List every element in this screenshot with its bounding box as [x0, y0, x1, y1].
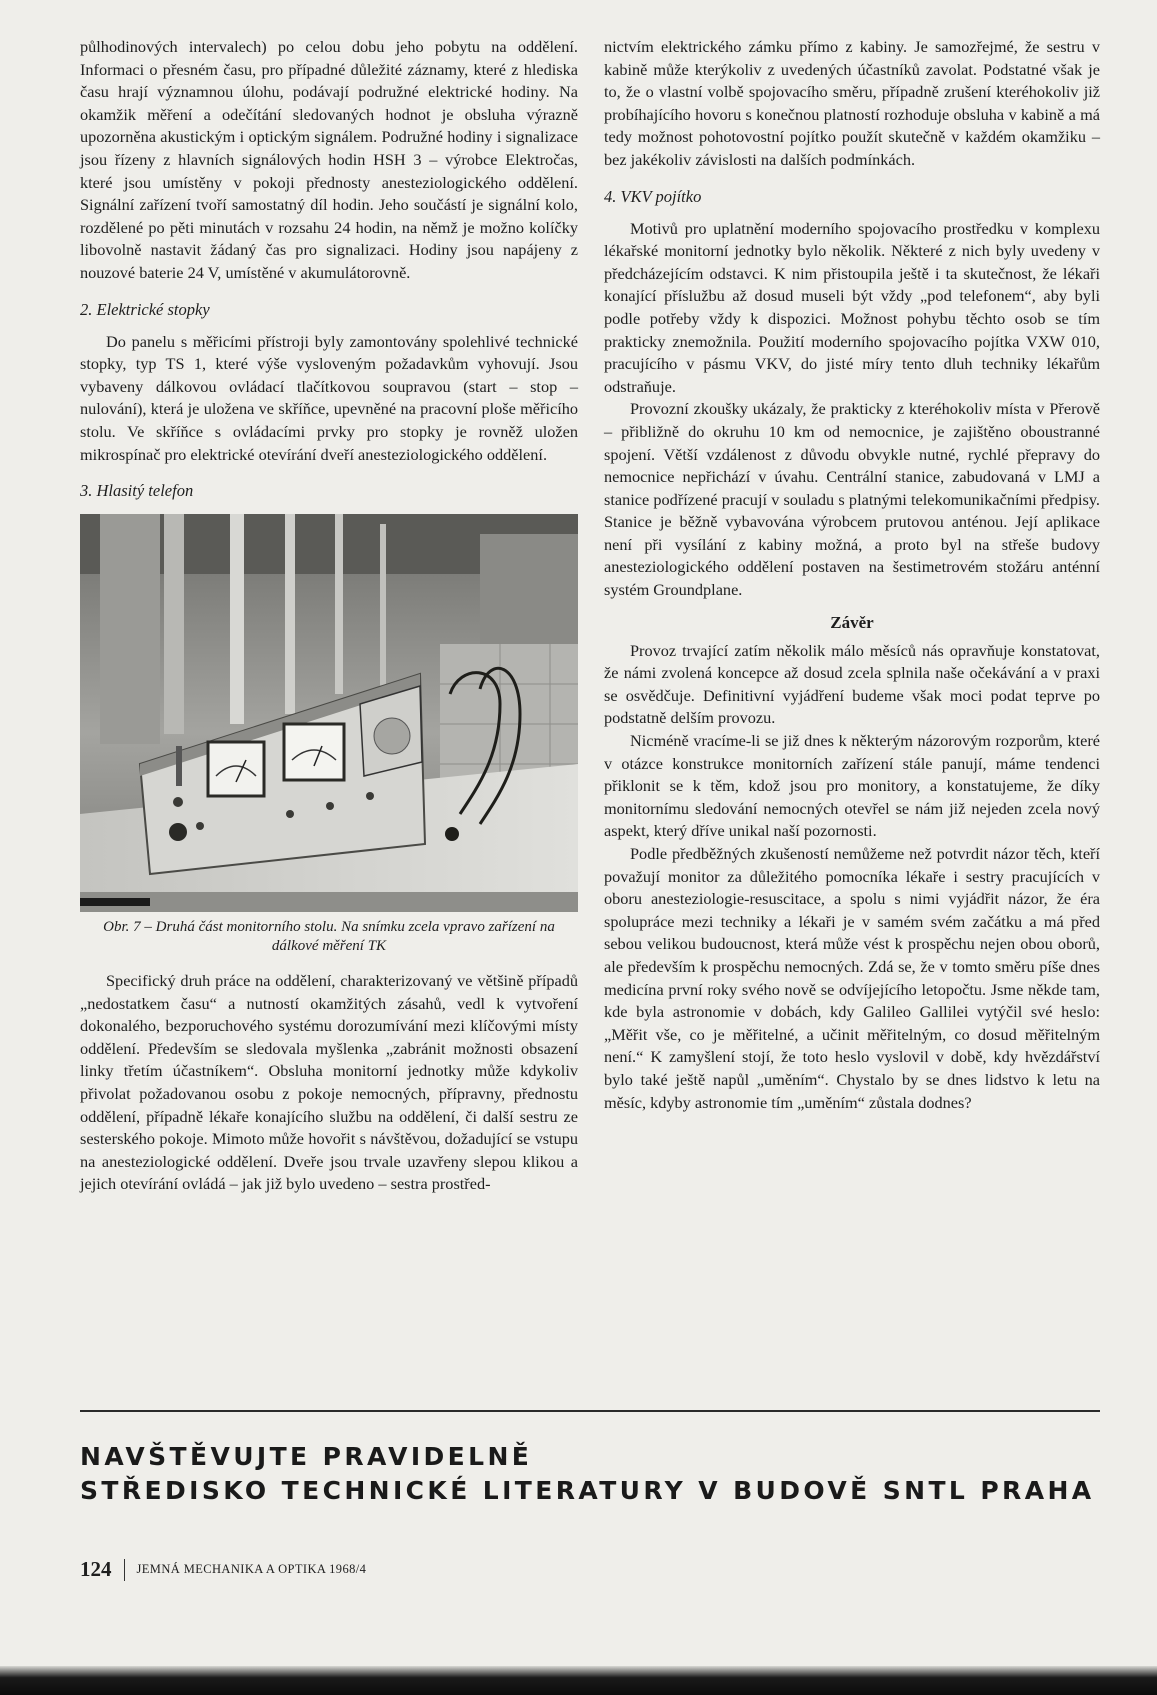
footer-divider: [124, 1559, 125, 1581]
paragraph: Specifický druh práce na oddělení, charakterizovaný ve většině případů „nedostatkem času“ a nutností okamžitých zásahů, vedl k vytvoření dokonalého, bezporuchového systému dorozumívání mezi klíčovými místy oddělení. Především se sledovala myšlenka „zabránit možnosti obsazení linky třetím účastníkem“. Obsluha monitorní jednotky může kdykoliv přivolat požadovanou osobu z pokoje nemocných, přípravny, přednostu oddělení, případně lékaře konajícího službu na oddělení, či další sestru ze sesterského pokoje. Mimoto může hovořit s návštěvou, dožadující se vstupu na anesteziologické oddělení. Dveře jsou trvale uzavřeny slepou klikou a jejich otevírání ovládá – jak již bylo uvedeno – sestra prostřed-: [80, 971, 578, 1194]
section-heading-conclusion: Závěr: [830, 612, 874, 632]
paragraph: Do panelu s měřicími přístroji byly zamontovány spolehlivé technické stopky, typ TS 1, které výše vysloveným požadavkům vyhovují. Jsou vybaveny dálkovou ovládací tlačítkovou soupravou (start – stop – nulování), která je uložena ve skříňce, upevněné na pracovní ploše měřicího stolu. Ve skříňce s ovládacími prvky pro stopky je rovněž uložen mikrospínač pro elektrické otevírání dveří anesteziologického oddělení.: [80, 331, 578, 464]
page-footer: [80, 1557, 366, 1582]
banner-line-2: STŘEDISKO TECHNICKÉ LITERATURY V BUDOVĚ SNTL PRAHA: [80, 1476, 1095, 1505]
scan-edge-shadow: [0, 1666, 1157, 1695]
photo-monitoring-desk-image: [80, 514, 578, 912]
paragraph: Podle předběžných zkušeností nemůžeme než potvrdit názor těch, kteří považují monitor za důležitého pomocníka lékaře i sestry pracujících v oboru anesteziologie-resuscitace, a spolu s nimi vyjádřit názor, že éra spolupráce mezi techniky a lékaři je v samém svém začátku a má před sebou velikou budoucnost, která může vést k prospěchu nejen obou oborů, ale především k prospěchu nemocných. Zdá se, že v tomto směru píše dnes medicína první roky svého nově se odvíjejícího letopočtu. Jsme někde tam, kde byla astronomie v dobách, kdy Galileo Gallilei vytýčil své heslo: „Měřit vše, co je měřitelné, a učinit měřitelným, co dosud měřitelným není.“ K zamyšlení stojí, že toto heslo vyslovil v době, kdy hvězdářství bylo také ještě napůl „uměním“. Chystalo by se dnes lidstvo k letu na měsíc, kdyby astronomie tím „uměním“ zůstala dodnes?: [604, 844, 1100, 1112]
figure-caption: Obr. 7 – Druhá část monitorního stolu. Na snímku zcela vpravo zařízení na dálkové měření TK: [103, 919, 555, 955]
journal-title: JEMNÁ MECHANIKA A OPTIKA 1968/4: [136, 1562, 367, 1576]
paragraph: Motivů pro uplatnění moderního spojovacího prostředku v komplexu lékařské monitorní jednotky bylo několik. Některé z nich byly uvedeny v předcházejícím odstavci. K nim přistoupila ještě i ta skutečnost, že lékaři konající příslužbu až dosud museli být vždy „pod telefonem“, aby byli podle potřeby vždy k dispozici. Možnost pohybu těchto osob se tím prakticky znemožnila. Použití moderního spojovacího pojítka VXW 010, pracujícího v pásmu VKV, do jisté míry tento dluh techniky lékařům odstraňuje.: [604, 218, 1100, 396]
section-heading-vhf-radio: 4. VKV pojítko: [604, 186, 702, 206]
section-heading-loud-telephone: 3. Hlasitý telefon: [80, 481, 194, 501]
banner-top-rule: [80, 1410, 1100, 1412]
left-column: [80, 36, 578, 1196]
banner-line-1: NAVŠTĚVUJTE PRAVIDELNĚ: [80, 1442, 533, 1471]
page-number: 124: [80, 1557, 112, 1581]
paragraph: Nicméně vracíme-li se již dnes k některým názorovým rozporům, které v otázce konstrukce monitorních zařízení stále panují, máme tendenci přiklonit se k těm, kdož jsou pro monitory, a konstatujeme, že díky monitornímu sledování nemocných otevřel se nám již nejeden zcela nový aspekt, který dříve unikal naší pozornosti.: [604, 731, 1100, 841]
photo-monitoring-desk: [80, 514, 578, 912]
section-heading-electric-stopwatch: 2. Elektrické stopky: [80, 299, 210, 319]
paragraph: půlhodinových intervalech) po celou dobu jeho pobytu na oddělení. Informaci o přesném času, pro případné důležité záznamy, které z hlediska času hrají významnou úlohu, podávají podružné elektrické hodiny. Na okamžik měření a odečítání sledovaných hodnot je obsluha výrazně upozorněna akustickým i optickým signálem. Podružné hodiny i signalizace jsou řízeny z hlavních signálových hodin HSH 3 – výrobce Elektročas, které jsou umístěny v pokoji přednosty anesteziologického oddělení. Signální zařízení tvoří samostatný díl hodin. Jeho součástí je signální kolo, rozdělené po pěti minutách v rozsahu 24 hodin, na němž je možno kolíčky libovolně nastavit žádaný čas pro signalizaci. Hodiny jsou napájeny z nouzové baterie 24 V, umístěné v akumulátorovně.: [80, 37, 578, 282]
paragraph: Provoz trvající zatím několik málo měsíců nás opravňuje konstatovat, že námi zvolená koncepce až dosud zcela splnila naše očekávání a v praxi se osvědčuje. Definitivní vyjádření budeme však moci podat teprve po podstatně delším provozu.: [604, 640, 1100, 728]
paragraph: Provozní zkoušky ukázaly, že prakticky z kteréhokoliv místa v Přerově – přibližně do okruhu 10 km od nemocnice, je zajištěno oboustranné spojení. Větší vzdálenost z důvodu obvykle nutné, rychlé přepravy do nemocnice nepřichází v úvahu. Centrální stanice, zabudovaná v LMJ a stanice podřízené pracují v souladu s platnými telekomunikačními předpisy. Stanice je běžně vybavována výrobcem prutovou anténou. Její aplikace není při vysílání z kabiny možná, a proto byl na střeše budovy anesteziologického oddělení postaven na šestimetrovém stožáru anténní systém Groundplane.: [604, 399, 1100, 600]
right-column: [604, 36, 1100, 1114]
paragraph: nictvím elektrického zámku přímo z kabiny. Je samozřejmé, že sestru v kabině může kterýkoliv z uvedených účastníků zavolat. Podstatné však je to, že o vlastní volbě spojovacího směru, případně zrušení kteréhokoliv již probíhajícího hovoru s konečnou platností rozhoduje obsluha v kabině a má tedy možnost pohotovostní pojítko použít skutečně v každém okamžiku – bez jakékoliv závislosti na dalších podmínkách.: [604, 37, 1100, 169]
